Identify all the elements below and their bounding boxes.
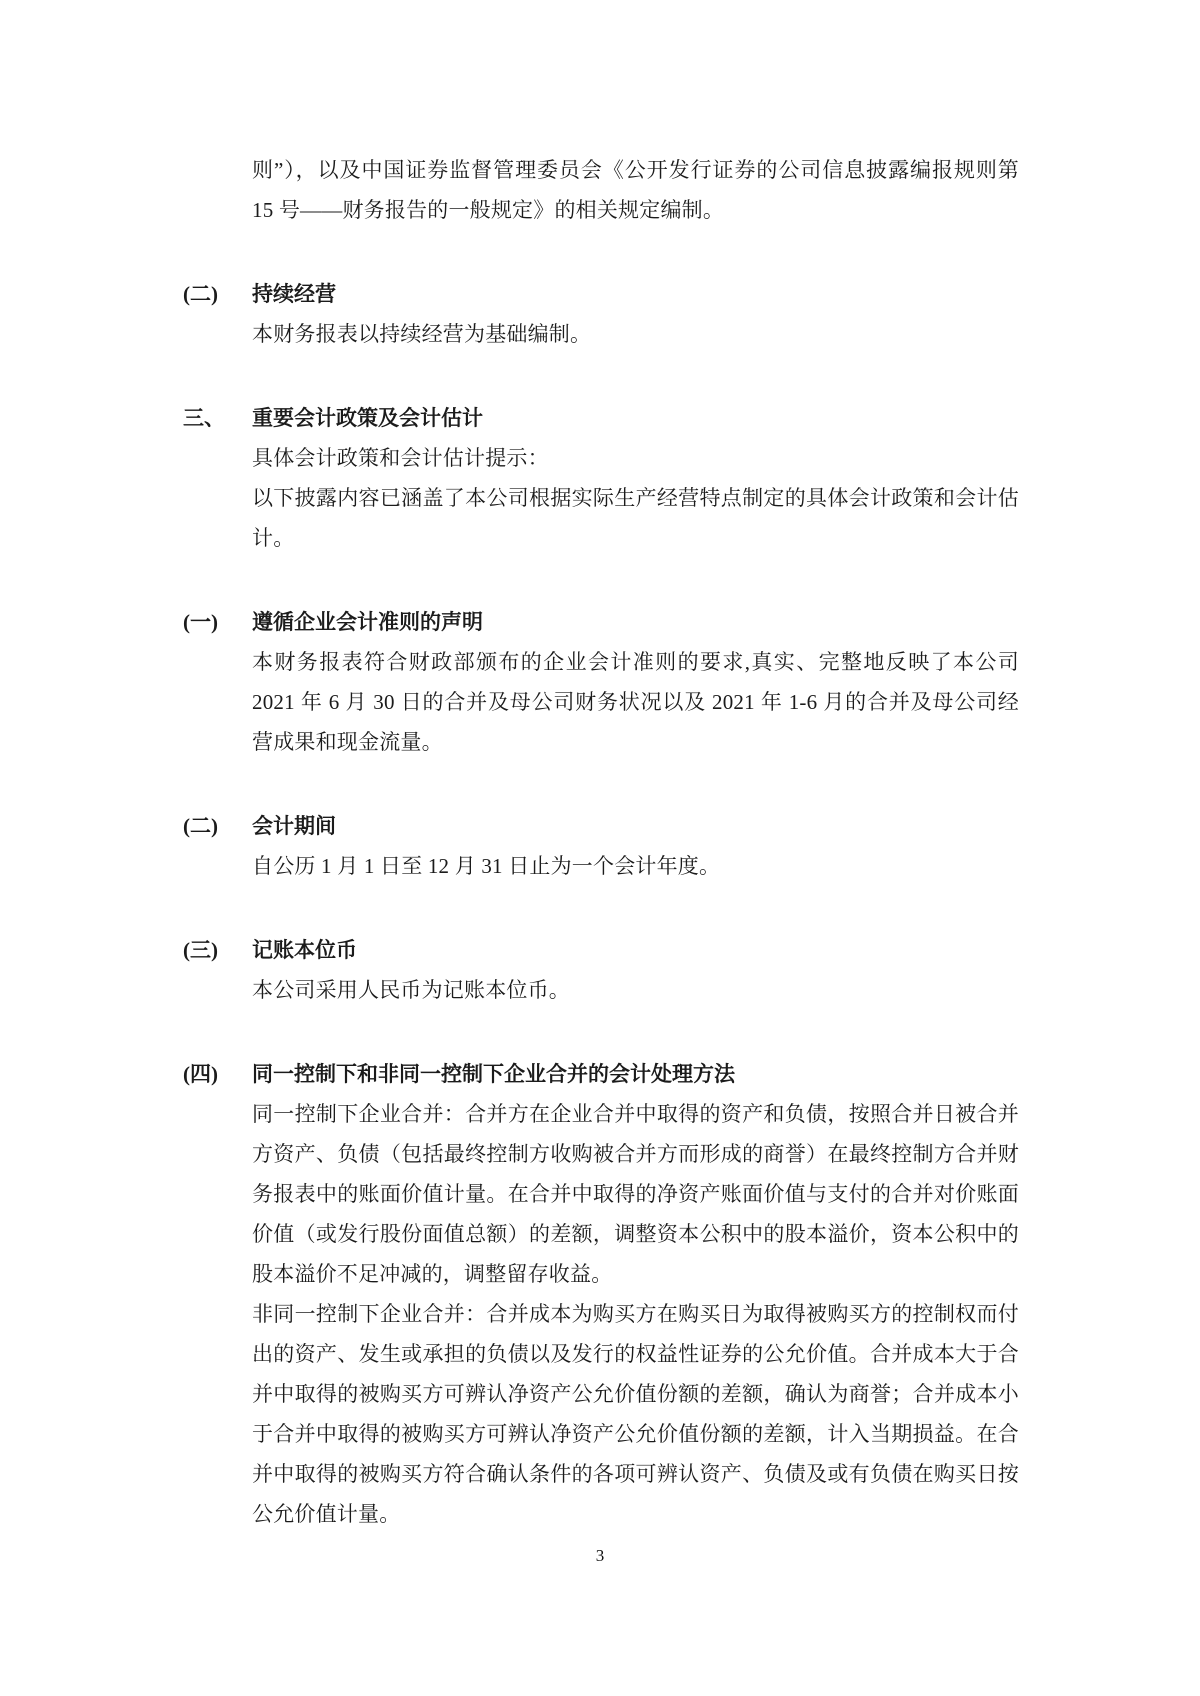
section-heading [183,930,1019,970]
document-section [183,1054,1019,1534]
section-paragraph: 自公历 1 月 1 日至 12 月 31 日止为一个会计年度。 [252,854,721,878]
section-title: 同一控制下和非同一控制下企业合并的会计处理方法 [252,1062,735,1086]
section-paragraph: 同一控制下企业合并：合并方在企业合并中取得的资产和负债，按照合并日被合并方资产、负债（包括最终控制方收购被合并方而形成的商誉）在最终控制方合并财务报表中的账面价值计量。在合并中取得的净资产账面价值与支付的合并对价账面价值（或发行股份面值总额）的差额，调整资本公积中的股本溢价，资本公积中的股本溢价不足冲减的，调整留存收益。 [252,1102,1019,1286]
sections-container [183,274,1019,1534]
section-body [183,970,1019,1010]
section-heading [183,602,1019,642]
section-paragraph: 本财务报表符合财政部颁布的企业会计准则的要求,真实、完整地反映了本公司 2021 年 6 月 30 日的合并及母公司财务状况以及 2021 年 1-6 月的合并及母公司经营成果和现金流量。 [252,650,1019,754]
section-title: 遵循企业会计准则的声明 [252,610,483,634]
section-label: (二) [183,814,218,838]
page-footer [0,1544,1200,1568]
section-paragraph: 具体会计政策和会计估计提示： [252,446,549,470]
section-title: 持续经营 [252,282,336,306]
document-section [183,806,1019,886]
section-label: (三) [183,938,218,962]
section-title: 记账本位币 [252,938,357,962]
document-section [183,274,1019,354]
section-label: (二) [183,282,218,306]
section-paragraph: 以下披露内容已涵盖了本公司根据实际生产经营特点制定的具体会计政策和会计估计。 [252,486,1019,550]
page-number: 3 [595,1546,605,1565]
section-heading [183,806,1019,846]
section-heading [183,1054,1019,1094]
document-section [183,930,1019,1010]
section-title: 重要会计政策及会计估计 [252,406,483,430]
section-body [183,314,1019,354]
section-body [183,1094,1019,1534]
section-heading [183,398,1019,438]
section-heading [183,274,1019,314]
section-paragraph: 本公司采用人民币为记账本位币。 [252,978,570,1002]
document-section [183,398,1019,558]
section-body [183,438,1019,558]
document-content [183,150,1019,1534]
section-body [183,642,1019,762]
section-paragraph: 非同一控制下企业合并：合并成本为购买方在购买日为取得被购买方的控制权而付出的资产、发生或承担的负债以及发行的权益性证券的公允价值。合并成本大于合并中取得的被购买方可辨认净资产公允价值份额的差额，确认为商誉；合并成本小于合并中取得的被购买方可辨认净资产公允价值份额的差额，计入当期损益。在合并中取得的被购买方符合确认条件的各项可辨认资产、负债及或有负债在购买日按公允价值计量。 [252,1302,1019,1526]
section-label: (一) [183,610,218,634]
section-label: 三、 [183,406,225,430]
section-title: 会计期间 [252,814,336,838]
section-body [183,846,1019,886]
section-label: (四) [183,1062,218,1086]
section-paragraph: 本财务报表以持续经营为基础编制。 [252,322,592,346]
document-section [183,602,1019,762]
intro-paragraph: 则”），以及中国证券监督管理委员会《公开发行证券的公司信息披露编报规则第 15 号——财务报告的一般规定》的相关规定编制。 [252,158,1019,222]
